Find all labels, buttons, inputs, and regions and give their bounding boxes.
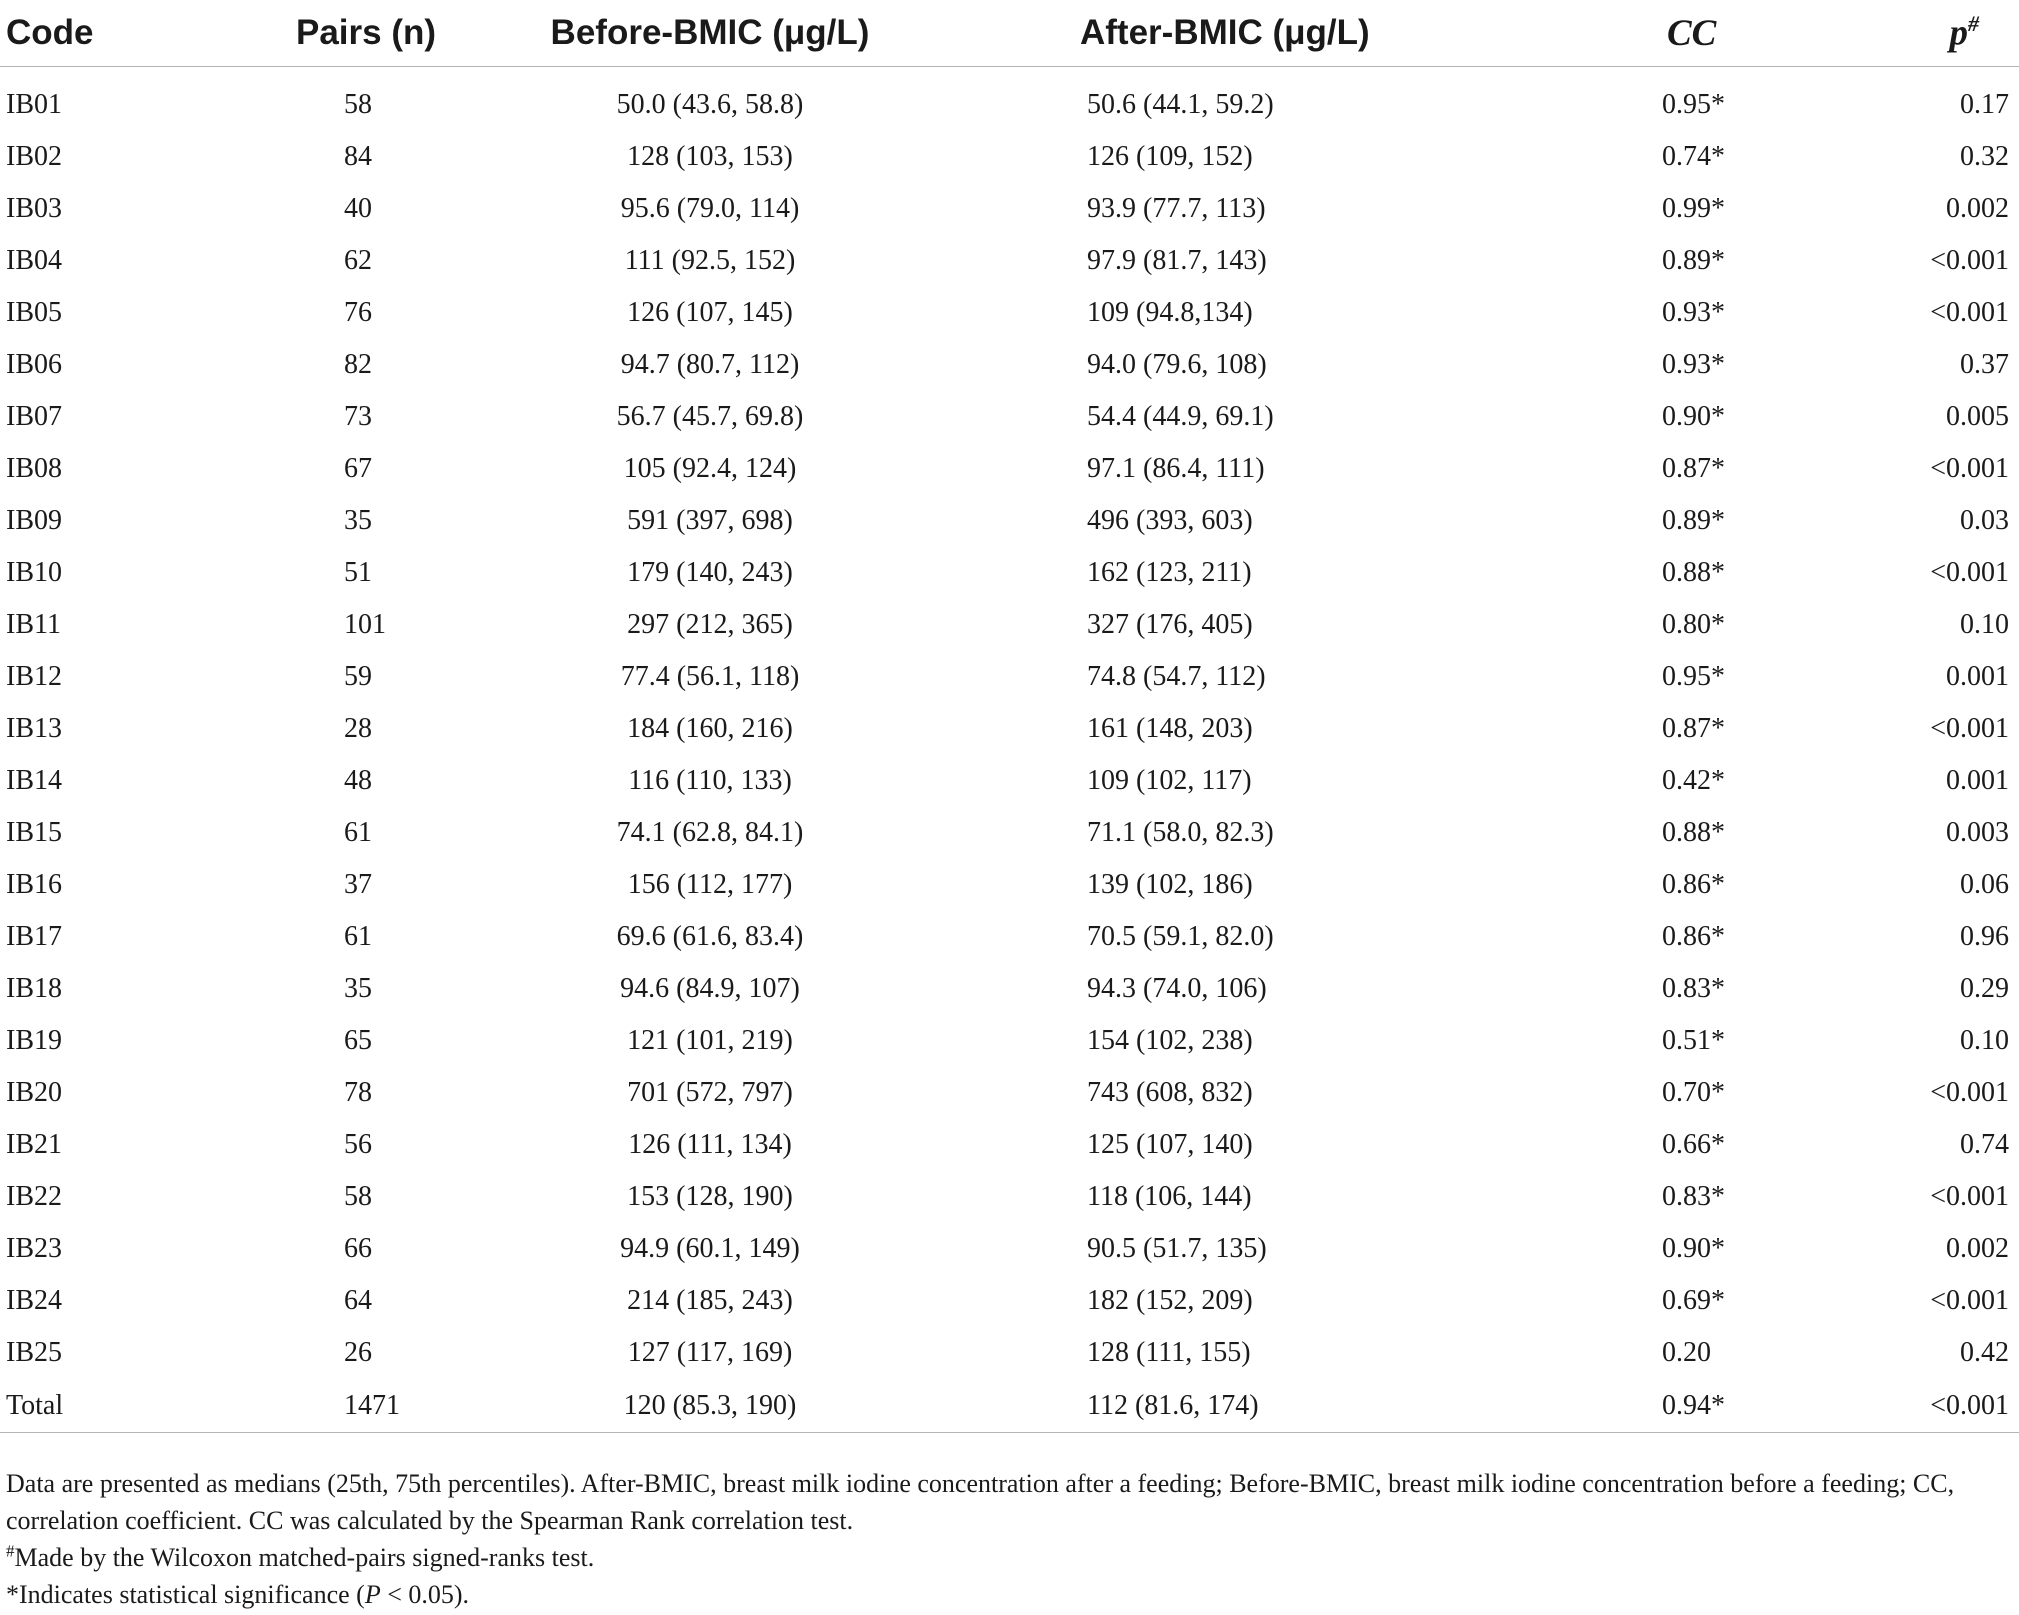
- cell-after: 154 (102, 238): [1087, 1025, 1253, 1056]
- cell-code: Total: [0, 1379, 260, 1433]
- cell-pairs: 64: [344, 1285, 372, 1316]
- cell-pairs: 78: [344, 1077, 372, 1108]
- table-row: [0, 599, 2019, 651]
- table-row: [0, 859, 2019, 911]
- cell-after: 94.0 (79.6, 108): [1087, 349, 1267, 380]
- cell-before: 126 (111, 134): [628, 1129, 792, 1160]
- cell-cc: 0.90*: [1662, 1233, 1725, 1264]
- cell-before: 121 (101, 219): [627, 1025, 793, 1056]
- cell-code: IB01: [6, 89, 62, 120]
- table-row: [0, 547, 2019, 599]
- cell-code: IB19: [6, 1025, 62, 1056]
- table-row: [0, 287, 2019, 339]
- cell-cc: 0.69*: [1662, 1285, 1725, 1316]
- cell-pairs: 40: [344, 193, 372, 224]
- cell-before: 105 (92.4, 124): [623, 453, 797, 484]
- cell-cc: 0.87*: [1662, 713, 1725, 744]
- cell-code: IB06: [6, 349, 62, 380]
- header-p-hash: #: [1968, 11, 1979, 37]
- table-header-row: [0, 0, 2019, 67]
- cell-after: 125 (107, 140): [1087, 1129, 1253, 1160]
- cell-before: 77.4 (56.1, 118): [620, 661, 800, 692]
- cell-pairs: 51: [344, 557, 372, 588]
- cell-after: 74.8 (54.7, 112): [1087, 661, 1266, 692]
- cell-after: 70.5 (59.1, 82.0): [1087, 921, 1274, 952]
- header-after-bmic: After-BMIC (μg/L): [960, 0, 1520, 67]
- cell-code: IB21: [6, 1129, 62, 1160]
- cell-cc: 0.86*: [1662, 921, 1725, 952]
- cell-p: 0.17: [1960, 89, 2009, 120]
- cell-p: 0.001: [1946, 765, 2009, 796]
- header-pairs: Pairs (n): [260, 0, 460, 67]
- cell-before: 94.7 (80.7, 112): [620, 349, 800, 380]
- cell-code: IB20: [6, 1077, 62, 1108]
- cell-after: 93.9 (77.7, 113): [1087, 193, 1266, 224]
- cell-p: 0.96: [1960, 921, 2009, 952]
- cell-p: 0.10: [1960, 1025, 2009, 1056]
- cell-pairs: 66: [344, 1233, 372, 1264]
- cell-cc: 0.95*: [1662, 89, 1725, 120]
- cell-cc: 0.95*: [1662, 661, 1725, 692]
- cell-cc: 0.99*: [1662, 193, 1725, 224]
- cell-p: 0.002: [1946, 1233, 2009, 1264]
- cell-after: 97.9 (81.7, 143): [1087, 245, 1267, 276]
- cell-pairs: 35: [344, 973, 372, 1004]
- table-row: [0, 79, 2019, 131]
- cell-code: IB08: [6, 453, 62, 484]
- cell-before: 120 (85.3, 190): [460, 1379, 960, 1433]
- cell-code: IB02: [6, 141, 62, 172]
- cell-after: 128 (111, 155): [1087, 1337, 1251, 1368]
- footnote-hash-mark: #: [6, 1541, 15, 1561]
- footnote-star-prefix: *Indicates statistical significance (: [6, 1580, 365, 1609]
- table-row: [0, 339, 2019, 391]
- cell-pairs: 61: [344, 921, 372, 952]
- table-row: [0, 391, 2019, 443]
- cell-cc: 0.20: [1662, 1337, 1711, 1368]
- cell-before: 153 (128, 190): [627, 1181, 793, 1212]
- cell-p: 0.03: [1960, 505, 2009, 536]
- cell-cc: 0.88*: [1662, 817, 1725, 848]
- cell-code: IB12: [6, 661, 62, 692]
- cell-after: 109 (94.8,134): [1087, 297, 1253, 328]
- cell-p: 0.005: [1946, 401, 2009, 432]
- cell-cc: 0.89*: [1662, 505, 1725, 536]
- cell-before: 701 (572, 797): [627, 1077, 793, 1108]
- cell-after: 139 (102, 186): [1087, 869, 1253, 900]
- header-p-letter: p: [1949, 12, 1968, 54]
- cell-after: 109 (102, 117): [1087, 765, 1252, 796]
- footnote-star: [6, 1576, 2006, 1613]
- cell-p: 0.002: [1946, 193, 2009, 224]
- cell-cc: 0.93*: [1662, 297, 1725, 328]
- cell-before: 50.0 (43.6, 58.8): [616, 89, 804, 120]
- header-before-bmic: Before-BMIC (μg/L): [460, 0, 960, 67]
- cell-cc: 0.70*: [1662, 1077, 1725, 1108]
- cell-after: 327 (176, 405): [1087, 609, 1253, 640]
- cell-after: 54.4 (44.9, 69.1): [1087, 401, 1274, 432]
- table-row: [0, 755, 2019, 807]
- footnote-star-suffix: < 0.05).: [380, 1580, 470, 1609]
- cell-p: <0.001: [1930, 245, 2009, 276]
- cell-p: 0.001: [1946, 661, 2009, 692]
- cell-pairs: 82: [344, 349, 372, 380]
- table-row: [0, 1015, 2019, 1067]
- cell-p: <0.001: [1820, 1379, 2019, 1433]
- cell-after: 743 (608, 832): [1087, 1077, 1253, 1108]
- cell-before: 95.6 (79.0, 114): [620, 193, 800, 224]
- header-code: Code: [0, 0, 260, 67]
- table-row: [0, 1171, 2019, 1223]
- table-row: [0, 235, 2019, 287]
- table-footnotes: [6, 1465, 2006, 1613]
- cell-after: 161 (148, 203): [1087, 713, 1253, 744]
- cell-code: IB24: [6, 1285, 62, 1316]
- cell-p: <0.001: [1930, 297, 2009, 328]
- cell-code: IB16: [6, 869, 62, 900]
- cell-pairs: 62: [344, 245, 372, 276]
- table-row: [0, 1327, 2019, 1379]
- cell-before: 94.9 (60.1, 149): [620, 1233, 800, 1264]
- cell-cc: 0.83*: [1662, 973, 1725, 1004]
- cell-pairs: 35: [344, 505, 372, 536]
- table-row: [0, 1067, 2019, 1119]
- cell-before: 69.6 (61.6, 83.4): [616, 921, 804, 952]
- cell-p: 0.003: [1946, 817, 2009, 848]
- cell-cc: 0.94*: [1520, 1379, 1820, 1433]
- cell-pairs: 26: [344, 1337, 372, 1368]
- cell-p: 0.42: [1960, 1337, 2009, 1368]
- cell-p: 0.74: [1960, 1129, 2009, 1160]
- cell-after: 126 (109, 152): [1087, 141, 1253, 172]
- header-cc: CC: [1520, 0, 1820, 67]
- cell-before: 126 (107, 145): [627, 297, 793, 328]
- table-row: [0, 495, 2019, 547]
- cell-p: 0.06: [1960, 869, 2009, 900]
- cell-pairs: 73: [344, 401, 372, 432]
- cell-after: 112 (81.6, 174): [960, 1379, 1520, 1433]
- cell-before: 94.6 (84.9, 107): [620, 973, 800, 1004]
- cell-after: 182 (152, 209): [1087, 1285, 1253, 1316]
- cell-p: <0.001: [1930, 1285, 2009, 1316]
- cell-code: IB10: [6, 557, 62, 588]
- footnote-hash-text: Made by the Wilcoxon matched-pairs signed-ranks test.: [14, 1543, 595, 1572]
- cell-cc: 0.80*: [1662, 609, 1725, 640]
- cell-before: 74.1 (62.8, 84.1): [616, 817, 804, 848]
- cell-p: 0.29: [1960, 973, 2009, 1004]
- cell-code: IB14: [6, 765, 62, 796]
- cell-code: IB18: [6, 973, 62, 1004]
- cell-before: 591 (397, 698): [627, 505, 793, 536]
- cell-pairs: 101: [344, 609, 386, 640]
- cell-p: <0.001: [1930, 453, 2009, 484]
- cell-cc: 0.66*: [1662, 1129, 1725, 1160]
- cell-pairs: 67: [344, 453, 372, 484]
- cell-after: 496 (393, 603): [1087, 505, 1253, 536]
- cell-code: IB13: [6, 713, 62, 744]
- cell-code: IB07: [6, 401, 62, 432]
- cell-code: IB04: [6, 245, 62, 276]
- cell-p: 0.37: [1960, 349, 2009, 380]
- cell-before: 116 (110, 133): [628, 765, 792, 796]
- cell-p: 0.32: [1960, 141, 2009, 172]
- cell-pairs: 28: [344, 713, 372, 744]
- table-row: [0, 703, 2019, 755]
- cell-code: IB11: [6, 609, 61, 640]
- cell-code: IB25: [6, 1337, 62, 1368]
- cell-cc: 0.88*: [1662, 557, 1725, 588]
- cell-code: IB15: [6, 817, 62, 848]
- cell-before: 156 (112, 177): [627, 869, 793, 900]
- cell-code: IB17: [6, 921, 62, 952]
- table-row: [0, 443, 2019, 495]
- footnote-star-p: P: [364, 1580, 381, 1609]
- table-row: [0, 651, 2019, 703]
- cell-pairs: 37: [344, 869, 372, 900]
- table-row: [0, 1275, 2019, 1327]
- cell-p: 0.10: [1960, 609, 2009, 640]
- cell-cc: 0.93*: [1662, 349, 1725, 380]
- cell-after: 162 (123, 211): [1087, 557, 1252, 588]
- cell-code: IB23: [6, 1233, 62, 1264]
- cell-code: IB22: [6, 1181, 62, 1212]
- table-row: [0, 911, 2019, 963]
- cell-pairs: 84: [344, 141, 372, 172]
- cell-cc: 0.51*: [1662, 1025, 1725, 1056]
- cell-before: 128 (103, 153): [627, 141, 793, 172]
- table-row: [0, 963, 2019, 1015]
- table-body: [0, 67, 2019, 1433]
- cell-before: 184 (160, 216): [627, 713, 793, 744]
- cell-before: 127 (117, 169): [627, 1337, 793, 1368]
- cell-cc: 0.42*: [1662, 765, 1725, 796]
- cell-after: 118 (106, 144): [1087, 1181, 1252, 1212]
- header-p: [1820, 0, 2019, 67]
- table-row-total: [0, 1379, 2019, 1433]
- cell-pairs: 65: [344, 1025, 372, 1056]
- cell-code: IB09: [6, 505, 62, 536]
- cell-pairs: 58: [344, 1181, 372, 1212]
- table-row: [0, 1119, 2019, 1171]
- cell-cc: 0.87*: [1662, 453, 1725, 484]
- cell-pairs: 76: [344, 297, 372, 328]
- cell-cc: 0.74*: [1662, 141, 1725, 172]
- cell-p: <0.001: [1930, 713, 2009, 744]
- cell-after: 71.1 (58.0, 82.3): [1087, 817, 1274, 848]
- cell-cc: 0.86*: [1662, 869, 1725, 900]
- cell-before: 111 (92.5, 152): [624, 245, 796, 276]
- table-row: [0, 131, 2019, 183]
- cell-pairs: 48: [344, 765, 372, 796]
- cell-code: IB03: [6, 193, 62, 224]
- table-row: [0, 807, 2019, 859]
- table-row: [0, 183, 2019, 235]
- cell-after: 94.3 (74.0, 106): [1087, 973, 1267, 1004]
- cell-before: 56.7 (45.7, 69.8): [616, 401, 804, 432]
- cell-pairs: 61: [344, 817, 372, 848]
- cell-before: 297 (212, 365): [627, 609, 793, 640]
- footnote-main: Data are presented as medians (25th, 75th percentiles). After-BMIC, breast milk iodine concentration after a feeding; Before-BMIC, breast milk iodine concentration before a feeding; CC, correlation coefficient. CC was calculated by the Spearman Rank correlation test.: [6, 1469, 1955, 1535]
- cell-p: <0.001: [1930, 1181, 2009, 1212]
- table-row: [0, 1223, 2019, 1275]
- cell-code: IB05: [6, 297, 62, 328]
- cell-after: 97.1 (86.4, 111): [1087, 453, 1265, 484]
- cell-pairs: 1471: [260, 1379, 460, 1433]
- cell-after: 90.5 (51.7, 135): [1087, 1233, 1267, 1264]
- cell-pairs: 58: [344, 89, 372, 120]
- cell-cc: 0.89*: [1662, 245, 1725, 276]
- cell-p: <0.001: [1930, 557, 2009, 588]
- cell-pairs: 56: [344, 1129, 372, 1160]
- cell-pairs: 59: [344, 661, 372, 692]
- cell-before: 179 (140, 243): [627, 557, 793, 588]
- cell-before: 214 (185, 243): [627, 1285, 793, 1316]
- cell-after: 50.6 (44.1, 59.2): [1087, 89, 1274, 120]
- footnote-hash: [6, 1539, 2006, 1576]
- cell-cc: 0.83*: [1662, 1181, 1725, 1212]
- cell-cc: 0.90*: [1662, 401, 1725, 432]
- cell-p: <0.001: [1930, 1077, 2009, 1108]
